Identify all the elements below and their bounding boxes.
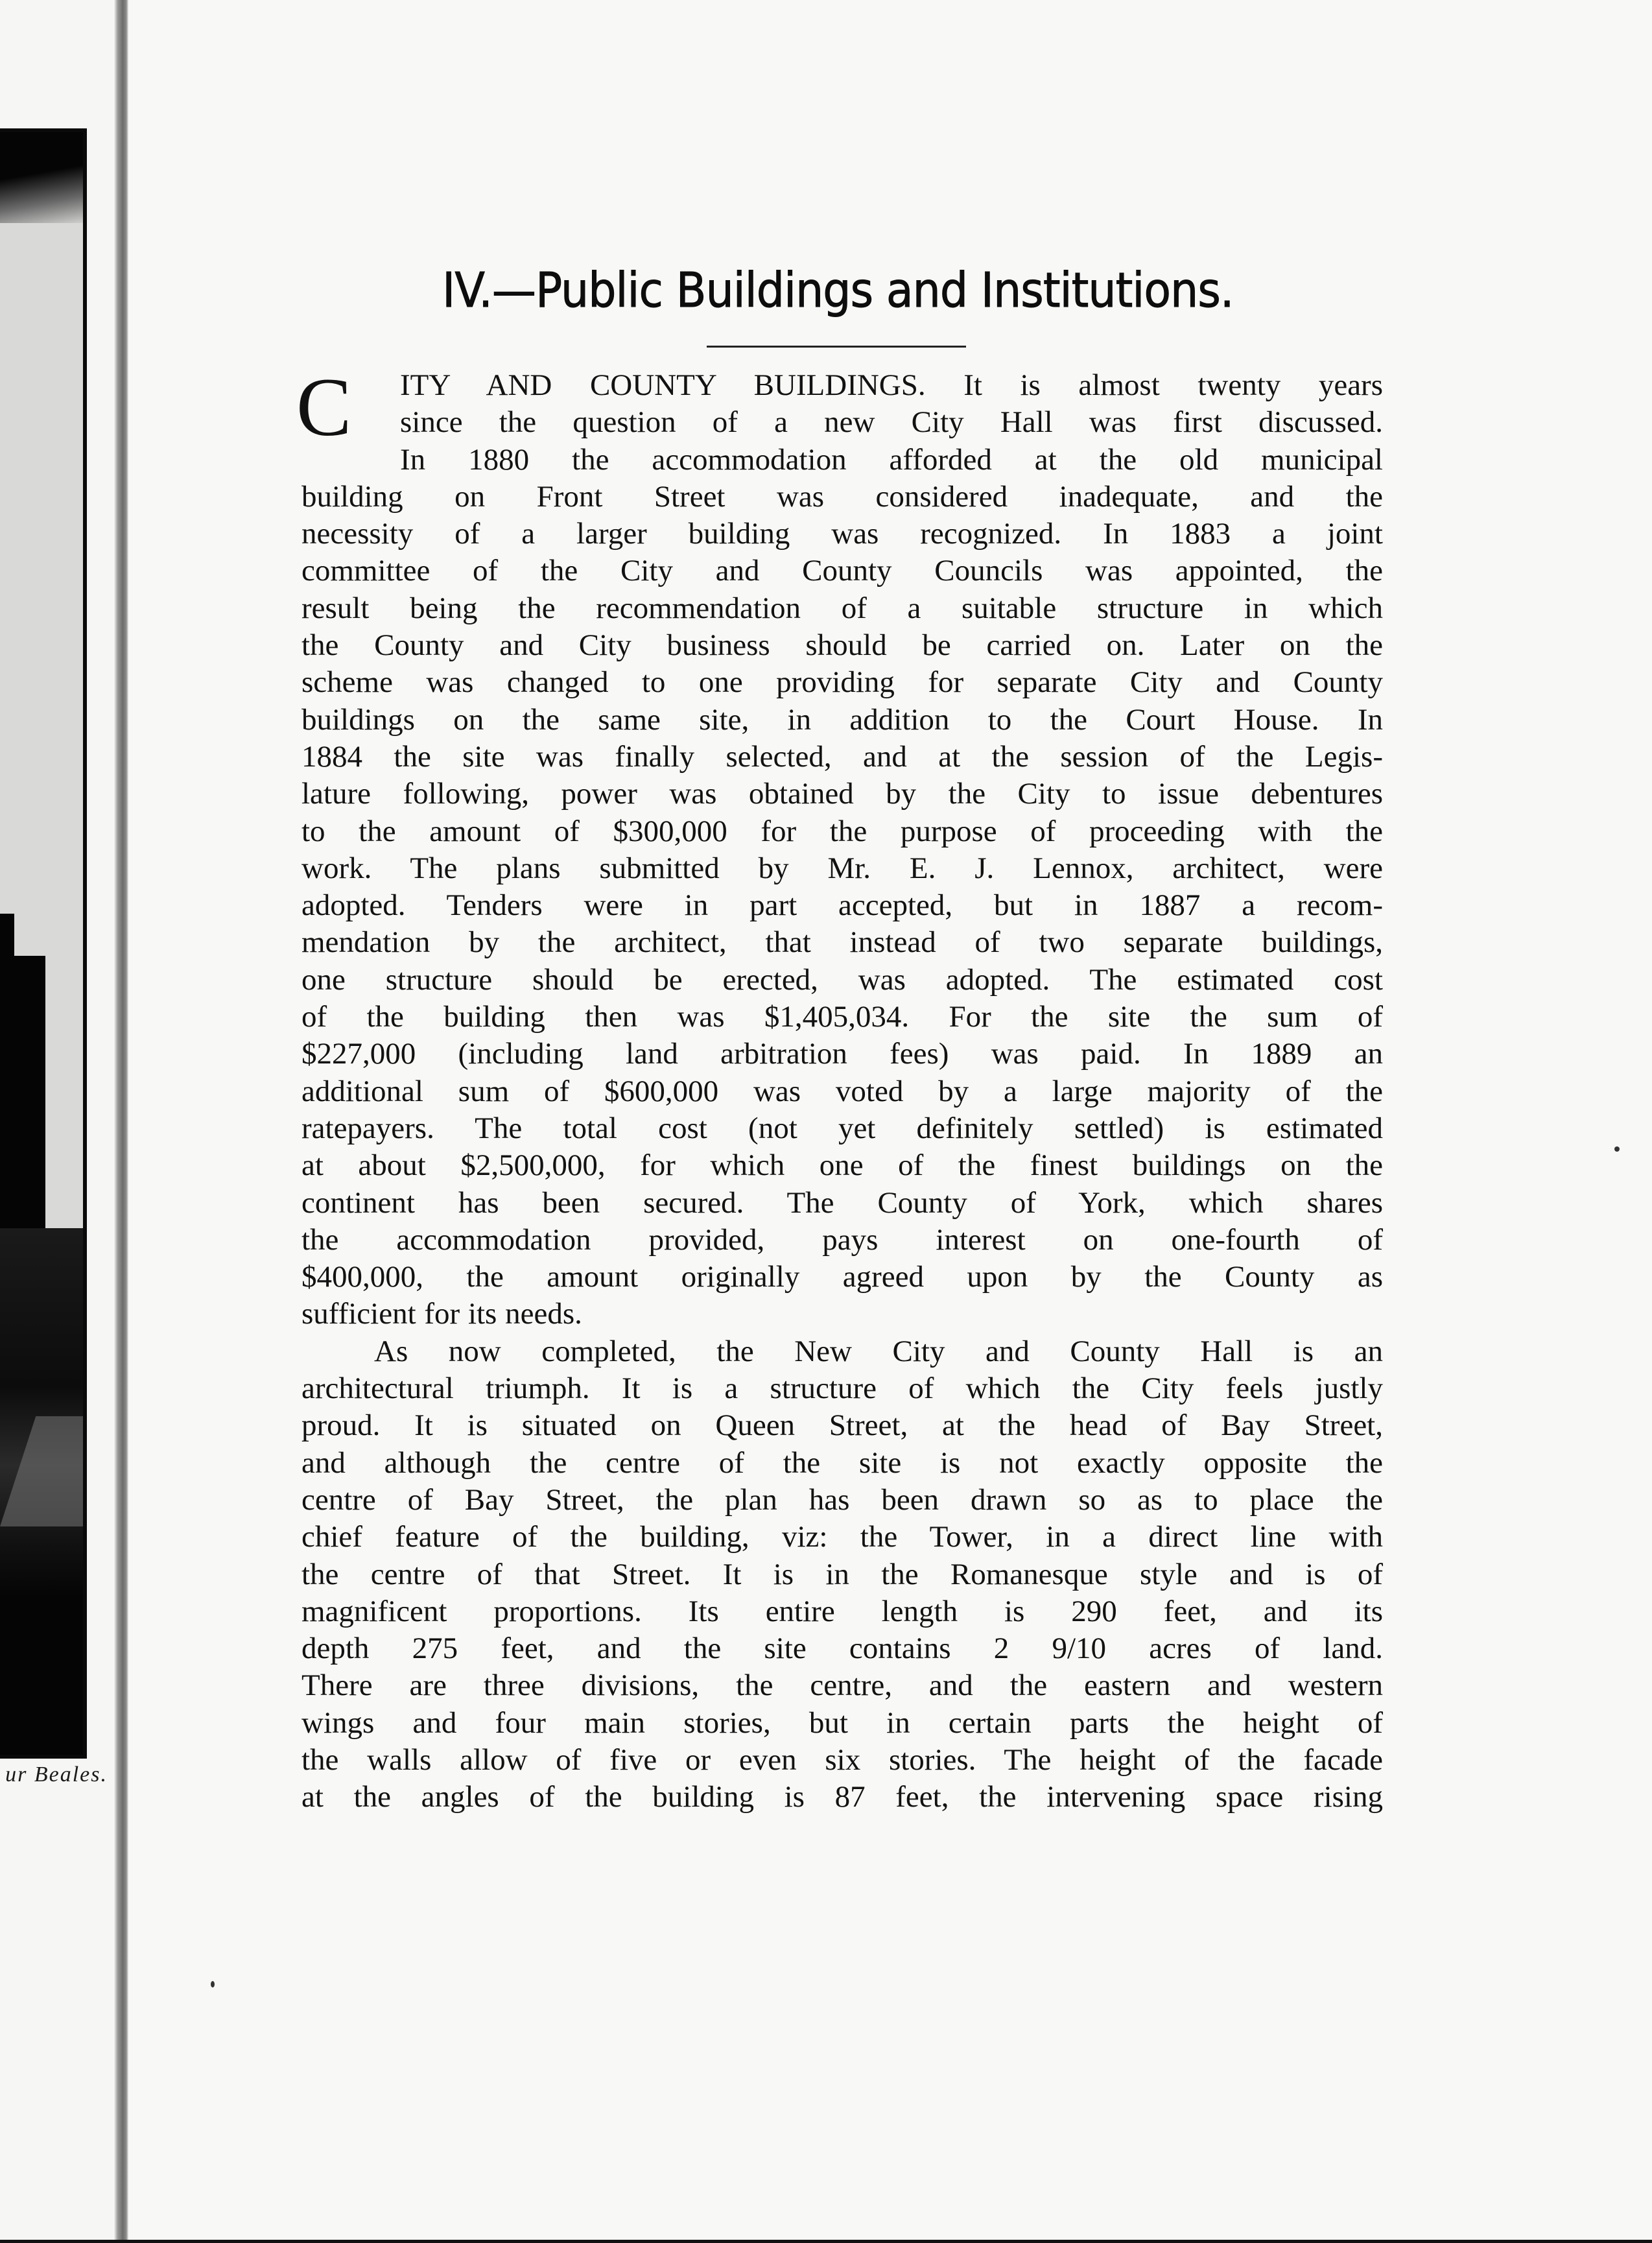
- text-line: scheme was changed to one providing for separate City and County: [301, 665, 1383, 700]
- text-line: continent has been secured. The County of York, which shares: [301, 1185, 1383, 1220]
- text-line: the walls allow of five or even six stories. The height of the facade: [301, 1742, 1383, 1777]
- text-line: architectural triumph. It is a structure of which the City feels justly: [301, 1371, 1383, 1406]
- paragraph-new-city-hall: [301, 1333, 1383, 1816]
- text-line: As now completed, the New City and County Hall is an: [374, 1334, 1383, 1368]
- facing-page-fragment: [0, 0, 113, 2243]
- text-line: at the angles of the building is 87 feet, the intervening space rising: [301, 1780, 1383, 1814]
- text-line: sufficient for its needs.: [301, 1297, 582, 1331]
- book-binding-gutter: [114, 0, 128, 2243]
- text-line: centre of Bay Street, the plan has been drawn so as to place the: [301, 1482, 1383, 1517]
- text-line: mendation by the architect, that instead of two separate buildings,: [301, 925, 1383, 960]
- text-line: chief feature of the building, viz: the Tower, in a direct line with: [301, 1520, 1383, 1554]
- text-line: There are three divisions, the centre, and the eastern and western: [301, 1668, 1383, 1703]
- text-line: adopted. Tenders were in part accepted, but in 1887 a recom-: [301, 888, 1383, 923]
- text-line: at about $2,500,000, for which one of the finest buildings on the: [301, 1148, 1383, 1183]
- scan-speck: [1614, 1146, 1620, 1152]
- text-line: ratepayers. The total cost (not yet definitely settled) is estimated: [301, 1111, 1383, 1145]
- text-line: buildings on the same site, in addition to the Court House. In: [301, 702, 1383, 737]
- title-divider-rule: [707, 346, 966, 348]
- text-line: committee of the City and County Councils was appointed, the: [301, 554, 1383, 588]
- text-line: lature following, power was obtained by the City to issue debentures: [301, 777, 1383, 811]
- text-line: proud. It is situated on Queen Street, at the head of Bay Street,: [301, 1408, 1383, 1443]
- photo-caption: ur Beales.: [5, 1762, 108, 1786]
- text-line: wings and four main stories, but in certain parts the height of: [301, 1705, 1383, 1740]
- text-line: additional sum of $600,000 was voted by a large majority of the: [301, 1074, 1383, 1108]
- drop-cap-letter: C: [296, 361, 352, 453]
- chapter-title: IV.—Public Buildings and Institutions.: [442, 263, 1234, 318]
- text-line: to the amount of $300,000 for the purpose of proceeding with the: [301, 814, 1383, 848]
- scan-speck: [211, 1981, 215, 1988]
- text-line: result being the recommendation of a suitable structure in which: [301, 591, 1383, 625]
- text-line: building on Front Street was considered inadequate, and the: [301, 479, 1383, 514]
- text-line: depth 275 feet, and the site contains 2 9/10 acres of land.: [301, 1632, 1383, 1666]
- text-line: 1884 the site was finally selected, and at the session of the Legis-: [301, 739, 1383, 774]
- text-line: In 1880 the accommodation afforded at the old municipal: [400, 442, 1383, 477]
- text-line: necessity of a larger building was recognized. In 1883 a joint: [301, 517, 1383, 551]
- photo-dark-top: [0, 132, 83, 223]
- text-line: since the question of a new City Hall was first discussed.: [400, 405, 1383, 440]
- text-line: the accommodation provided, pays interest on one-fourth of: [301, 1222, 1383, 1257]
- city-hall-photograph: [0, 128, 87, 1759]
- text-line: work. The plans submitted by Mr. E. J. Lennox, architect, were: [301, 851, 1383, 885]
- text-line: ITY AND COUNTY BUILDINGS. It is almost twenty years: [400, 368, 1383, 402]
- article-body: [296, 361, 1383, 1816]
- text-line: $227,000 (including land arbitration fees) was paid. In 1889 an: [301, 1037, 1383, 1071]
- text-line: magnificent proportions. Its entire length is 290 feet, and its: [301, 1594, 1383, 1628]
- paragraph-city-county-buildings: [301, 367, 1383, 1333]
- text-line: the County and City business should be carried on. Later on the: [301, 628, 1383, 663]
- text-line: one structure should be erected, was adopted. The estimated cost: [301, 962, 1383, 997]
- text-line: of the building then was $1,405,034. For the site the sum of: [301, 1000, 1383, 1034]
- page-bottom-edge: [0, 2240, 1652, 2243]
- text-line: the centre of that Street. It is in the Romanesque style and is of: [301, 1557, 1383, 1591]
- text-line: $400,000, the amount originally agreed upon by the County as: [301, 1260, 1383, 1294]
- text-line: and although the centre of the site is not exactly opposite the: [301, 1445, 1383, 1480]
